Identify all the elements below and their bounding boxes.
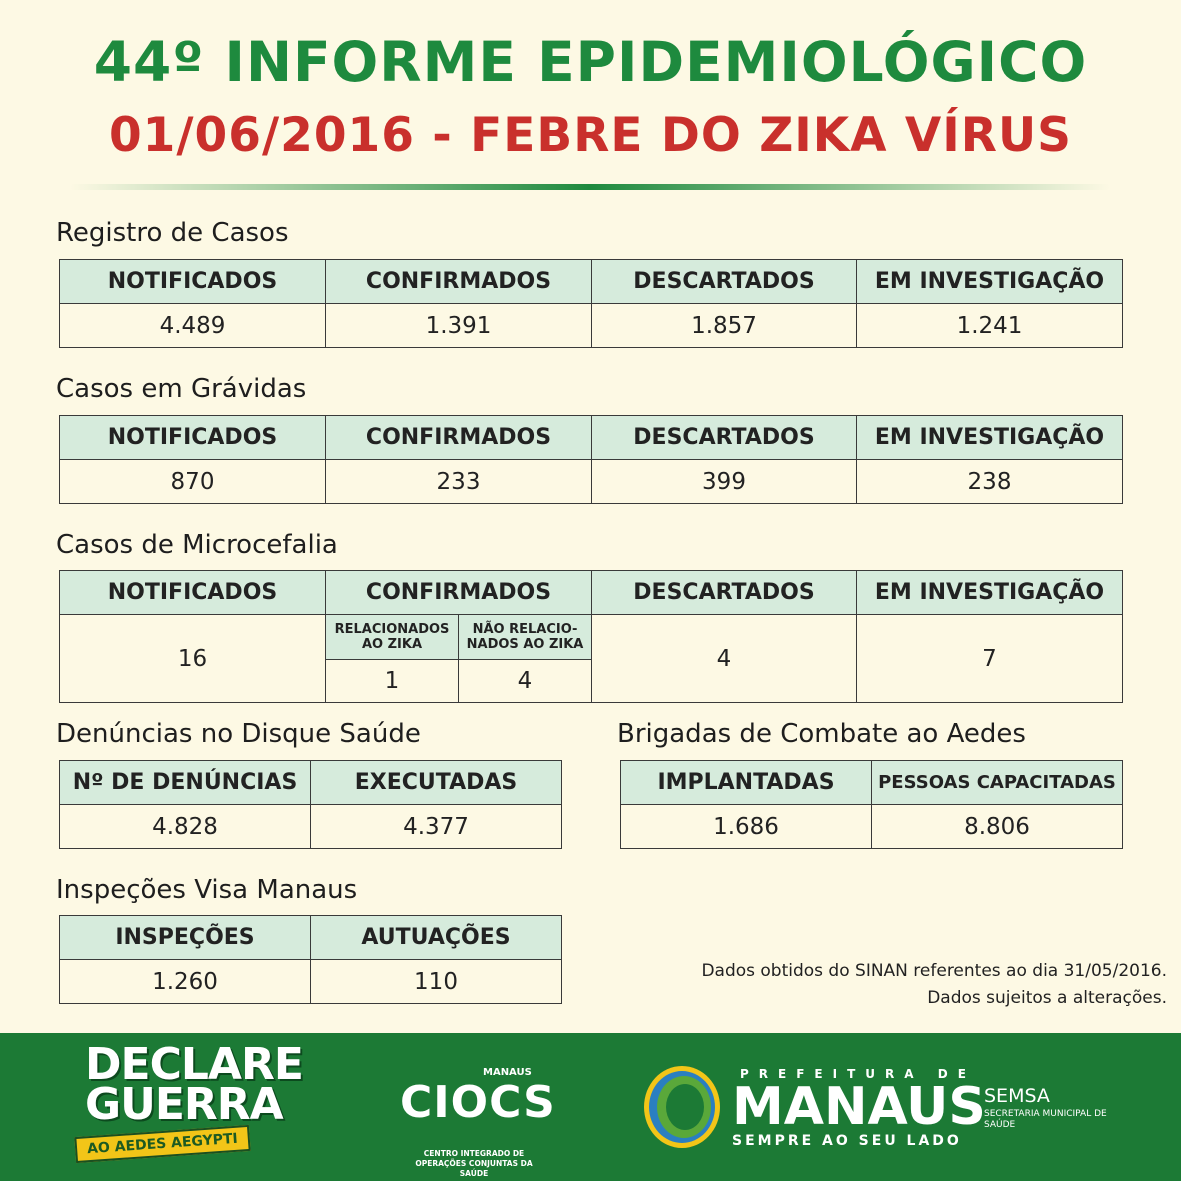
inspecoes-header-autuacoes: AUTUAÇÕES — [311, 916, 562, 960]
registro-value-descartados: 1.857 — [592, 304, 857, 348]
registro-value-confirmados: 1.391 — [326, 304, 592, 348]
denuncias-value-executadas: 4.377 — [311, 805, 562, 849]
declare-logo-line1: DECLARE — [85, 1039, 303, 1090]
gravidas-value-notificados: 870 — [60, 460, 326, 504]
microcefalia-value-em-investigacao: 7 — [857, 615, 1123, 703]
manaus-ring-icon — [640, 1061, 724, 1153]
registro-header-confirmados: CONFIRMADOS — [326, 260, 592, 304]
registro-value-notificados: 4.489 — [60, 304, 326, 348]
microcefalia-header-notificados: NOTIFICADOS — [60, 571, 326, 615]
gravidas-value-confirmados: 233 — [326, 460, 592, 504]
ciocs-subtitle: CENTRO INTEGRADO DE OPERAÇÕES CONJUNTAS DA SAÚDE — [415, 1149, 533, 1178]
brigadas-table — [620, 760, 1123, 849]
microcefalia-header-em-investigacao: EM INVESTIGAÇÃO — [857, 571, 1123, 615]
inspecoes-table — [59, 915, 562, 1004]
data-disclaimer-line: Dados sujeitos a alterações. — [927, 988, 1167, 1008]
report-title: 44º INFORME EPIDEMIOLÓGICO — [93, 30, 1088, 94]
microcefalia-header-descartados: DESCARTADOS — [592, 571, 857, 615]
data-source-note — [701, 958, 1167, 1012]
manaus-slogan: SEMPRE AO SEU LADO — [732, 1133, 962, 1149]
microcefalia-value-relacionados: 1 — [326, 660, 459, 703]
data-source-line: Dados obtidos do SINAN referentes ao dia 31/05/2016. — [701, 961, 1167, 981]
section-title-denuncias: Denúncias no Disque Saúde — [56, 719, 421, 749]
inspecoes-value-autuacoes: 110 — [311, 960, 562, 1004]
inspecoes-value-inspecoes: 1.260 — [60, 960, 311, 1004]
semsa-label: SEMSA — [984, 1085, 1050, 1107]
brigadas-value-implantadas: 1.686 — [621, 805, 872, 849]
denuncias-header-executadas: EXECUTADAS — [311, 761, 562, 805]
manaus-wordmark: MANAUS — [732, 1077, 986, 1137]
registro-header-notificados: NOTIFICADOS — [60, 260, 326, 304]
denuncias-table — [59, 760, 562, 849]
section-title-inspecoes: Inspeções Visa Manaus — [56, 875, 358, 905]
registro-table — [59, 259, 1123, 348]
ciocs-city: MANAUS — [483, 1067, 532, 1078]
denuncias-value-numero: 4.828 — [60, 805, 311, 849]
section-title-microcefalia: Casos de Microcefalia — [56, 530, 338, 560]
gravidas-value-descartados: 399 — [592, 460, 857, 504]
microcefalia-subheader-nao-relacionados: NÃO RELACIO- NADOS AO ZIKA — [459, 615, 592, 660]
gravidas-header-em-investigacao: EM INVESTIGAÇÃO — [857, 416, 1123, 460]
semsa-subtitle: SECRETARIA MUNICIPAL DE SAÚDE — [984, 1109, 1107, 1130]
declare-logo-ribbon: AO AEDES AEGYPTI — [74, 1125, 250, 1163]
title-divider — [70, 184, 1110, 190]
section-title-registro: Registro de Casos — [56, 218, 289, 248]
inspecoes-header-inspecoes: INSPEÇÕES — [60, 916, 311, 960]
gravidas-table — [59, 415, 1123, 504]
section-title-brigadas: Brigadas de Combate ao Aedes — [617, 719, 1026, 749]
gravidas-value-em-investigacao: 238 — [857, 460, 1123, 504]
microcefalia-value-descartados: 4 — [592, 615, 857, 703]
microcefalia-table — [59, 570, 1123, 703]
registro-header-descartados: DESCARTADOS — [592, 260, 857, 304]
microcefalia-subheader-relacionados: RELACIONADOS AO ZIKA — [326, 615, 459, 660]
section-title-gravidas: Casos em Grávidas — [56, 374, 307, 404]
gravidas-header-confirmados: CONFIRMADOS — [326, 416, 592, 460]
prefeitura-label: PREFEITURA DE — [740, 1067, 976, 1081]
registro-header-em-investigacao: EM INVESTIGAÇÃO — [857, 260, 1123, 304]
brigadas-header-implantadas: IMPLANTADAS — [621, 761, 872, 805]
gravidas-header-descartados: DESCARTADOS — [592, 416, 857, 460]
registro-value-em-investigacao: 1.241 — [857, 304, 1123, 348]
footer-bar — [0, 1033, 1181, 1181]
report-subtitle: 01/06/2016 - FEBRE DO ZIKA VÍRUS — [108, 108, 1072, 163]
ciocs-name: CIOCS — [400, 1077, 556, 1128]
denuncias-header-numero: Nº DE DENÚNCIAS — [60, 761, 311, 805]
microcefalia-value-notificados: 16 — [60, 615, 326, 703]
gravidas-header-notificados: NOTIFICADOS — [60, 416, 326, 460]
declare-guerra-logo — [85, 1039, 303, 1158]
declare-logo-line2: GUERRA — [85, 1079, 283, 1130]
brigadas-value-pessoas-capacitadas: 8.806 — [872, 805, 1123, 849]
microcefalia-header-confirmados: CONFIRMADOS — [326, 571, 592, 615]
brigadas-header-pessoas-capacitadas: PESSOAS CAPACITADAS — [872, 761, 1123, 805]
microcefalia-value-nao-relacionados: 4 — [459, 660, 592, 703]
